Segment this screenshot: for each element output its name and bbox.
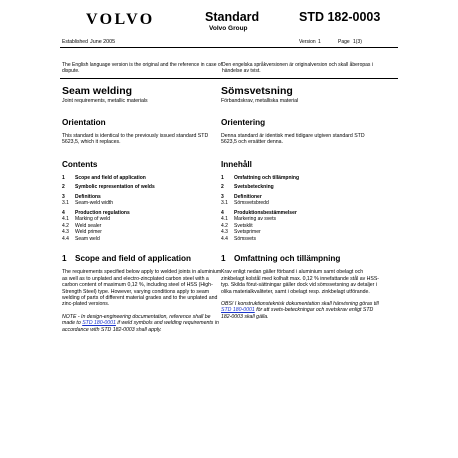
standard-number: STD 182-0003 bbox=[299, 10, 381, 24]
document-title: Seam welding bbox=[62, 85, 133, 97]
document-type: Standard bbox=[205, 10, 260, 24]
toc-item[interactable]: 4.4 Seam weld bbox=[62, 235, 100, 242]
toc-item[interactable]: 4 Produktionsbestämmelser bbox=[221, 209, 297, 216]
toc-item[interactable]: 4.1 Marking of weld bbox=[62, 216, 111, 223]
table-of-contents bbox=[62, 175, 222, 243]
english-column bbox=[62, 86, 222, 333]
toc-item[interactable]: 4.3 Weld primer bbox=[62, 229, 102, 236]
note-divider bbox=[60, 78, 398, 79]
orientation-text: Denna standard är identisk med tidigare utgiven standard STD 5623,5 och ersätter denna. bbox=[221, 133, 365, 146]
header-divider bbox=[60, 47, 398, 48]
page-value: 1(3) bbox=[353, 39, 362, 45]
toc-item[interactable]: 4 Production regulations bbox=[62, 209, 130, 216]
section-1-text: Krav enligt nedan gäller förband i aluminium samt obelagt och zinkbelagt kolstål med kolhalt max. 0,12 % innefattande stål av HSS-typ. Skilda förut-sättningar gäller dock vid sömsvetsning av detaljer i olika materialkvaliteter, samt i obelagt resp. zinkbelagt utförande. bbox=[221, 269, 380, 295]
section-1-note: OBS! I konstruktionsteknisk dokumentation skall hänvisning göras till STD 180-0001 för att svets-beteckningar och svetskrav enligt STD 182-0003 skall gälla. bbox=[221, 300, 379, 320]
section-1-text: The requirements specified below apply to welded joints in aluminium as well as to unplated and electro-zincplated carbon steel with a carbon content of maximum 0,12 %, including steel of HSS (High-Strength Steel) type. However, varying conditions apply to seam welding of parts of different material grades and to the unplated and zinc-plated versions. bbox=[62, 269, 222, 308]
document-subtitle: Förbandskrav, metalliska material bbox=[221, 98, 299, 104]
toc-item[interactable]: 1 Omfattning och tillämpning bbox=[221, 174, 299, 181]
version-value: 1 bbox=[318, 39, 321, 45]
toc-item[interactable]: 4.1 Markering av svets bbox=[221, 216, 276, 223]
version-label: Version bbox=[299, 39, 316, 45]
document-subtitle: Joint requirements, metallic materials bbox=[62, 98, 148, 104]
table-of-contents bbox=[221, 175, 381, 243]
toc-item[interactable]: 1 Scope and field of application bbox=[62, 174, 146, 181]
page-label: Page bbox=[338, 39, 350, 45]
toc-item[interactable]: 2 Svetsbeteckning bbox=[221, 184, 274, 191]
orientation-text: This standard is identical to the previously issued standard STD 5623,5, which it replaces. bbox=[62, 133, 209, 146]
swedish-column bbox=[221, 86, 381, 320]
contents-heading: Innehåll bbox=[221, 159, 252, 169]
established-label: Established bbox=[62, 39, 88, 45]
orientation-heading: Orientering bbox=[221, 118, 266, 127]
contents-heading: Contents bbox=[62, 159, 98, 169]
toc-item[interactable]: 3 Definitions bbox=[62, 193, 101, 200]
document-title: Sömsvetsning bbox=[221, 85, 293, 97]
toc-item[interactable]: 4.2 Svetsklit bbox=[221, 222, 253, 229]
toc-item[interactable]: 3 Definitioner bbox=[221, 193, 262, 200]
orientation-heading: Orientation bbox=[62, 118, 106, 127]
language-note-english: The English language version is the original and the reference in case of dispute. bbox=[62, 62, 223, 74]
toc-item[interactable]: 4.2 Weld sealer bbox=[62, 222, 102, 229]
organization: Volvo Group bbox=[209, 25, 248, 32]
volvo-logo: VOLVO bbox=[86, 11, 155, 28]
std-reference-link[interactable]: STD 180-0001 bbox=[221, 307, 255, 314]
toc-item[interactable]: 3.1 Sömsvetsbredd bbox=[221, 200, 269, 207]
language-note-swedish: Den engelska språkversionen är originalversion och skall åberopas i händelse av tvist. bbox=[222, 62, 373, 74]
section-1-note: NOTE - In design-engineering documentation, reference shall be made to STD 180-0001 if weld symbols and welding requirements in accordance with STD 182-0003 shall apply. bbox=[62, 313, 219, 333]
established-value: June 2005 bbox=[90, 39, 116, 45]
std-reference-link[interactable]: STD 180-0001 bbox=[82, 320, 116, 327]
section-1-heading: 1 Scope and field of application bbox=[62, 254, 192, 264]
toc-item[interactable]: 2 Symbolic representation of welds bbox=[62, 184, 155, 191]
section-1-heading: 1 Omfattning och tillämpning bbox=[221, 254, 341, 264]
toc-item[interactable]: 4.3 Svetsprimer bbox=[221, 229, 261, 236]
toc-item[interactable]: 4.4 Sömsvets bbox=[221, 235, 256, 242]
toc-item[interactable]: 3.1 Seam-weld width bbox=[62, 200, 114, 207]
